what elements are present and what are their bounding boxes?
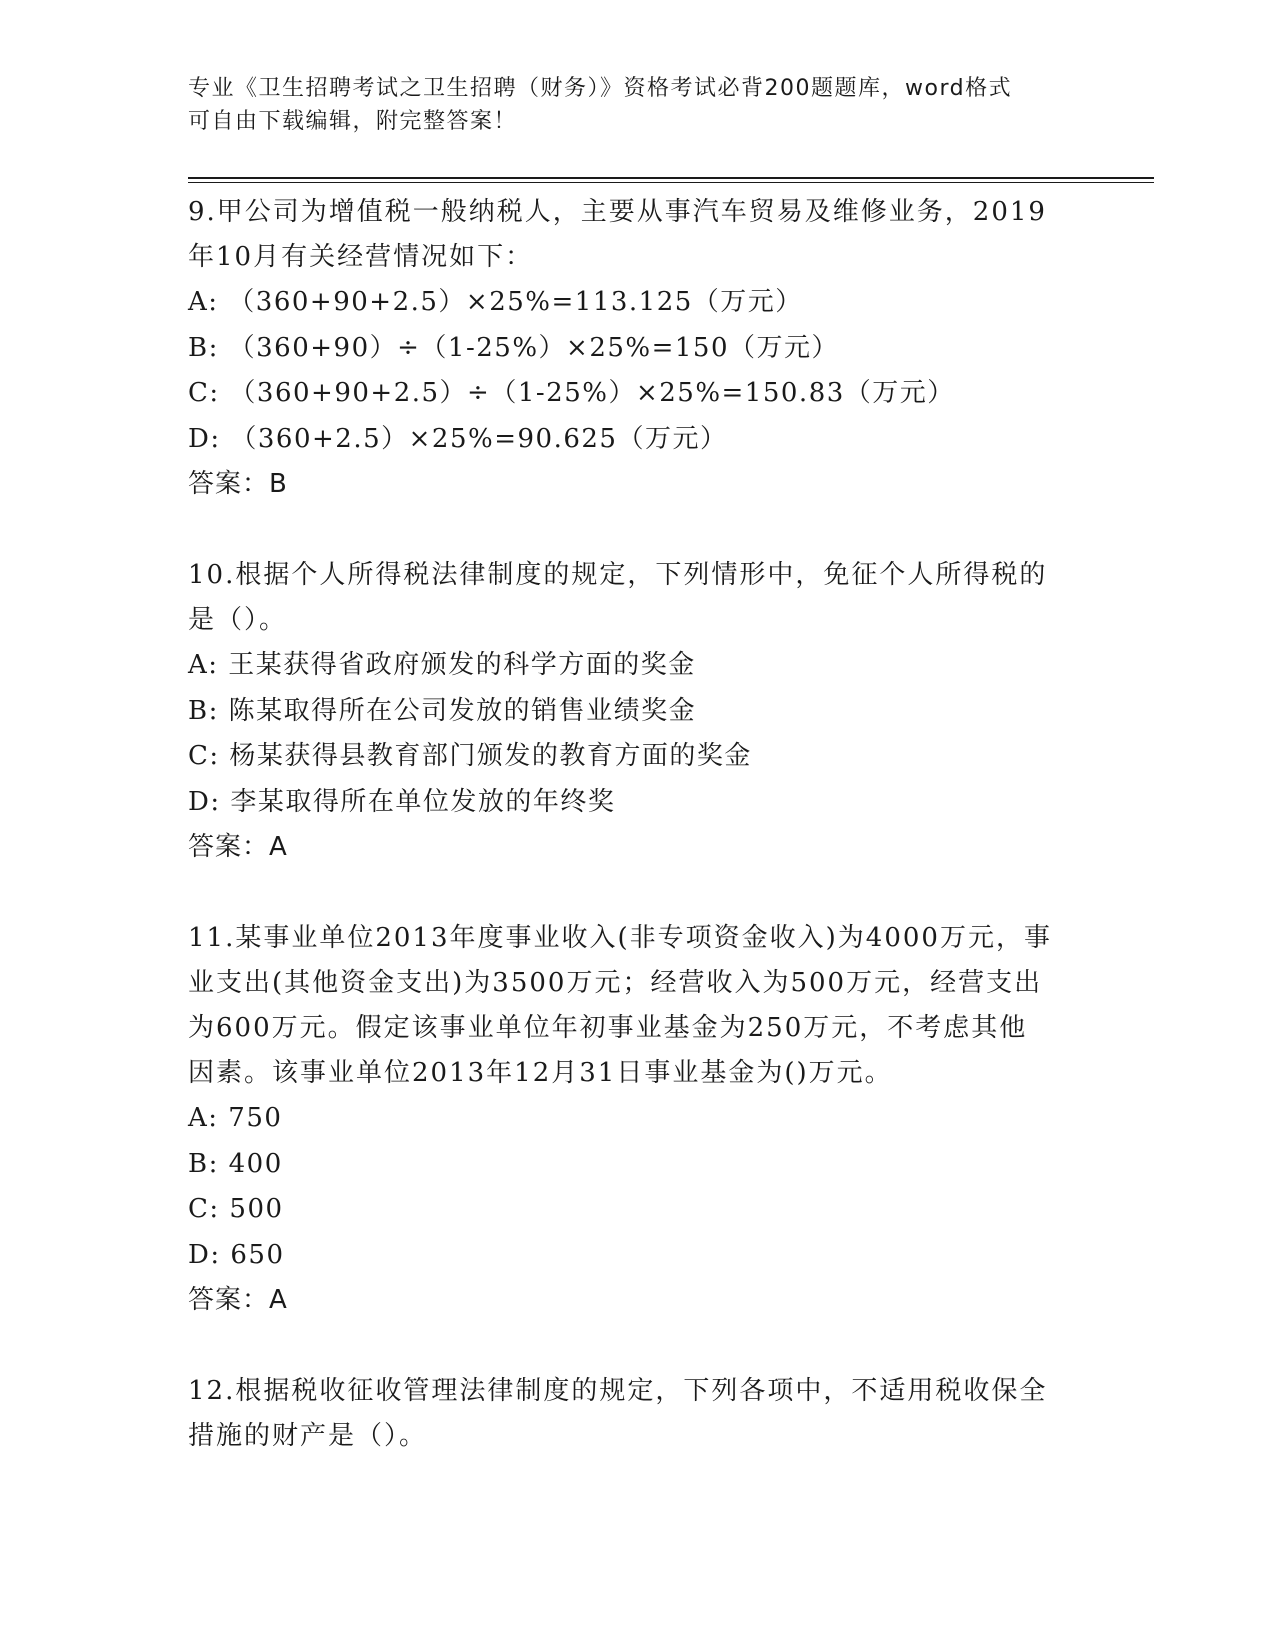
question-block-11 [188,916,1088,1323]
header-line-2: 可自由下载编辑，附完整答案！ [188,109,518,134]
option-d: D: 李某取得所在单位发放的年终奖 [188,786,616,817]
spacer [188,1323,1088,1369]
question-line: 11.某事业单位2013年度事业收入(非专项资金收入)为4000万元，事 [188,923,1052,953]
header-divider-thick [188,177,1154,179]
question-list [188,190,1088,1459]
question-line: 为600万元。假定该事业单位年初事业基金为250万元，不考虑其他 [188,1013,1028,1043]
answer-text: 答案：B [188,469,288,499]
question-line: 9.甲公司为增值税一般纳税人，主要从事汽车贸易及维修业务，2019 [188,197,1047,227]
option-b: B: 400 [188,1148,283,1179]
question-text [188,553,1088,643]
question-line: 12.根据税收征收管理法律制度的规定，下列各项中，不适用税收保全 [188,1376,1048,1406]
option-c: C: （360+90+2.5）÷（1-25%）×25%=150.83（万元） [188,378,955,408]
question-block-12 [188,1369,1088,1459]
option-a: A: 王某获得省政府颁发的科学方面的奖金 [188,650,696,680]
answer-text: 答案：A [188,1285,288,1315]
answer-text: 答案：A [188,832,288,862]
header-divider-thin [188,182,1154,183]
document-header [188,72,1068,138]
header-line-1: 专业《卫生招聘考试之卫生招聘（财务）》资格考试必背200题题库，word格式 [188,76,1013,101]
option-d: D: 650 [188,1239,285,1270]
question-block-10 [188,553,1088,870]
question-line: 因素。该事业单位2013年12月31日事业基金为()万元。 [188,1058,893,1088]
question-text [188,190,1088,280]
question-line: 业支出(其他资金支出)为3500万元；经营收入为500万元，经营支出 [188,968,1043,998]
option-b: B: （360+90）÷（1-25%）×25%=150（万元） [188,332,840,363]
question-line: 措施的财产是（）。 [188,1421,428,1451]
question-line: 是（）。 [188,605,288,635]
option-c: C: 500 [188,1194,284,1224]
option-d: D: （360+2.5）×25%=90.625（万元） [188,423,728,454]
option-b: B: 陈某取得所在公司发放的销售业绩奖金 [188,695,697,726]
question-text [188,1369,1088,1459]
spacer [188,870,1088,916]
option-c: C: 杨某获得县教育部门颁发的教育方面的奖金 [188,741,752,771]
spacer [188,507,1088,553]
question-text [188,916,1088,1096]
question-line: 年10月有关经营情况如下： [188,242,534,272]
question-line: 10.根据个人所得税法律制度的规定，下列情形中，免征个人所得税的 [188,560,1048,590]
question-block-9 [188,190,1088,507]
option-a: A: （360+90+2.5）×25%=113.125（万元） [188,287,803,317]
option-a: A: 750 [188,1103,283,1133]
